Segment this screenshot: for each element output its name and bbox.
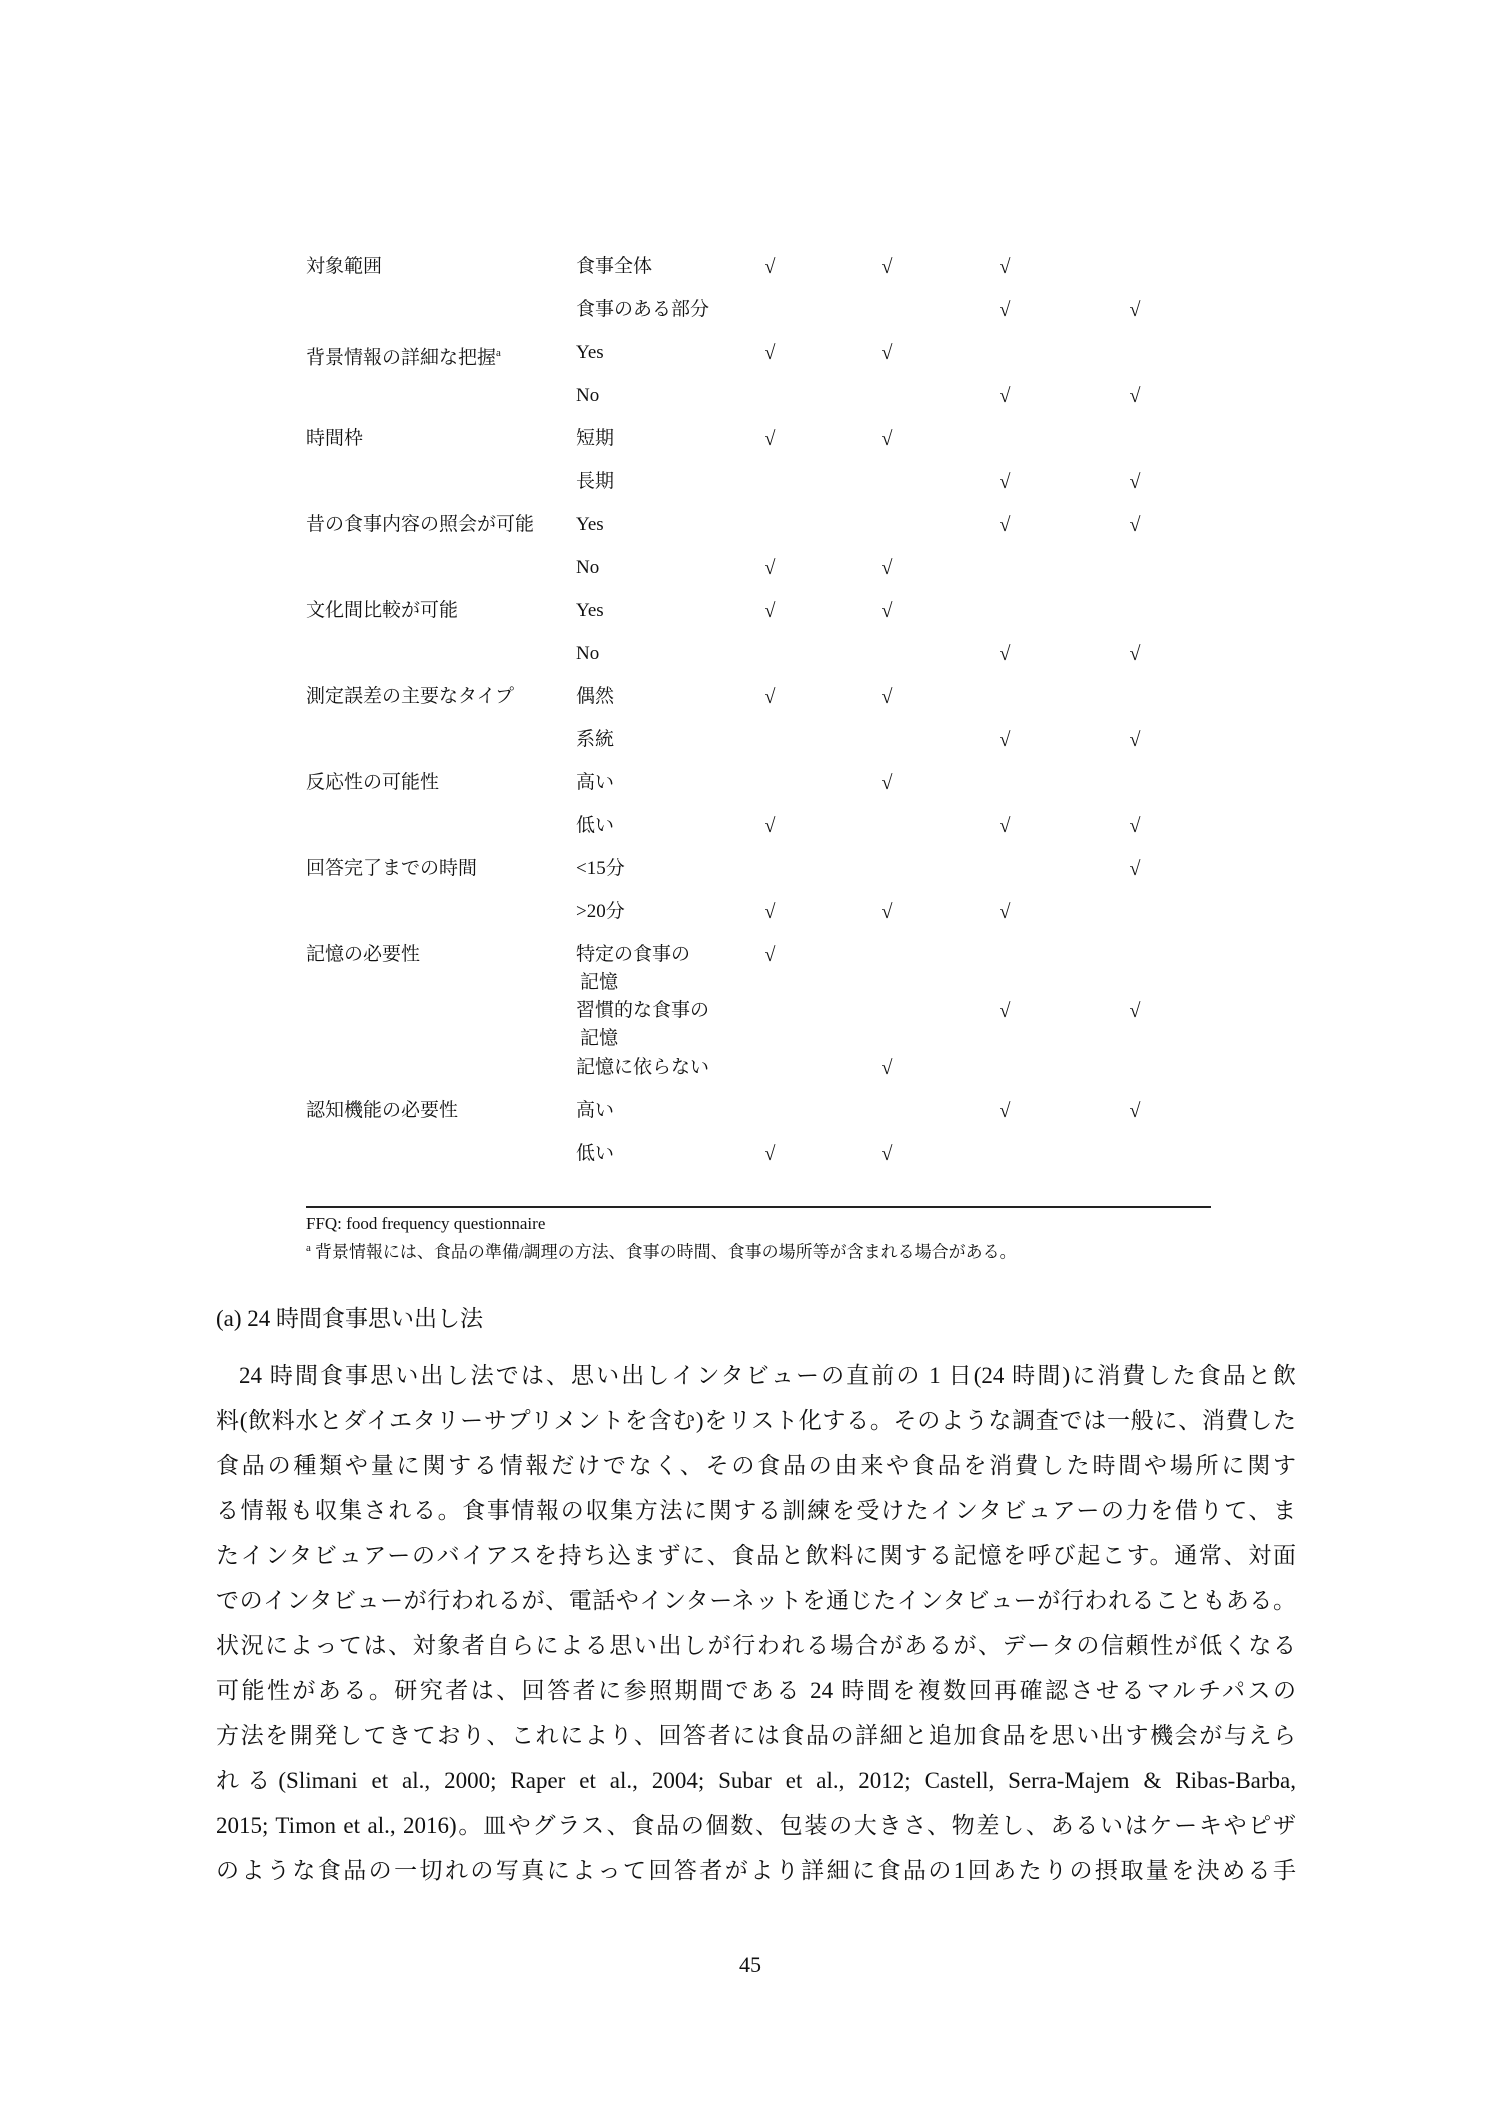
footnote-marker: a [306, 1242, 311, 1254]
footnote-marker: a [496, 347, 501, 359]
option-text: Yes [576, 342, 604, 363]
body-line: る情報も収集される。食事情報の収集方法に関する訓練を受けたインタビュアーの力を借りて、ま [216, 1498, 1296, 1523]
check-mark: √ [764, 815, 776, 837]
table-row-option [576, 339, 604, 367]
table-row-label [306, 511, 534, 539]
table-row-option [576, 941, 690, 997]
table-row-option [576, 1097, 614, 1125]
check-mark: √ [881, 256, 893, 278]
check-mark: √ [1129, 643, 1141, 665]
table-row-option [576, 425, 614, 453]
check-mark: √ [1129, 514, 1141, 536]
page-number: 45 [739, 1952, 761, 1977]
body-line: たインタビュアーのバイアスを持ち込まずに、食品と飲料に関する記憶を呼び起こす。通常、対面 [216, 1543, 1296, 1568]
option-text: 特定の食事の [576, 944, 691, 965]
table-row-label [306, 253, 382, 281]
check-mark: √ [764, 557, 776, 579]
table-row-label [306, 1097, 458, 1125]
option-text-line2: 記憶 [580, 1028, 619, 1049]
check-mark: √ [881, 428, 893, 450]
table-row-option [576, 382, 599, 410]
check-mark: √ [764, 686, 776, 708]
table-row-option [576, 812, 614, 840]
body-line: 可能性がある。研究者は、回答者に参照期間である 24 時間を複数回再確認させるマルチパスの [216, 1678, 1296, 1703]
table-row-label [306, 683, 514, 711]
body-line: れる(Slimani et al., 2000; Raper et al., 2004; Subar et al., 2012; Castell, Serra-Majem & Ribas-Barba, [216, 1768, 1296, 1793]
table-bottom-rule [306, 1206, 1211, 1208]
option-text: 長期 [576, 471, 615, 492]
row-label-text: 時間枠 [306, 428, 364, 449]
table-row-option [576, 597, 604, 625]
table-row-label [306, 941, 420, 969]
row-label-text: 反応性の可能性 [306, 772, 440, 793]
option-text: 低い [576, 815, 615, 836]
check-mark: √ [999, 299, 1011, 321]
row-label-text: 文化間比較が可能 [306, 600, 459, 621]
check-mark: √ [999, 643, 1011, 665]
check-mark: √ [1129, 858, 1141, 880]
table-row-option [576, 726, 614, 754]
check-mark: √ [1129, 729, 1141, 751]
option-text: 高い [576, 1100, 615, 1121]
check-mark: √ [764, 342, 776, 364]
check-mark: √ [764, 600, 776, 622]
body-line: でのインタビューが行われるが、電話やインターネットを通じたインタビューが行われることもある。 [216, 1588, 1296, 1613]
option-text: No [576, 557, 600, 578]
option-text: 記憶に依らない [576, 1057, 710, 1078]
table-row-option [576, 997, 709, 1053]
check-mark: √ [999, 256, 1011, 278]
table-row-label [306, 597, 458, 625]
check-mark: √ [881, 1143, 893, 1165]
option-text: 偶然 [576, 686, 615, 707]
table-row-option [576, 253, 652, 281]
row-label-text: 認知機能の必要性 [306, 1100, 459, 1121]
check-mark: √ [999, 901, 1011, 923]
body-line: 状況によっては、対象者自らによる思い出しが行われる場合があるが、データの信頼性が低くなる [216, 1633, 1296, 1658]
table-row-option [576, 855, 625, 883]
check-mark: √ [999, 815, 1011, 837]
table-row-label [306, 339, 501, 372]
row-label-text: 昔の食事内容の照会が可能 [306, 514, 535, 535]
table-row-label [306, 425, 363, 453]
table-row-option [576, 1140, 614, 1168]
table-row-option [576, 769, 614, 797]
check-mark: √ [881, 772, 893, 794]
check-mark: √ [881, 557, 893, 579]
footnote-text: 背景情報には、食品の準備/調理の方法、食事の時間、食事の場所等が含まれる場合がある。 [314, 1242, 1017, 1262]
check-mark: √ [1129, 1000, 1141, 1022]
check-mark: √ [999, 729, 1011, 751]
option-text: No [576, 643, 600, 664]
table-row-option [576, 468, 614, 496]
check-mark: √ [881, 342, 893, 364]
option-text: <15分 [576, 858, 625, 879]
footnote-a [306, 1237, 1017, 1264]
body-line: 食品の種類や量に関する情報だけでなく、その食品の由来や食品を消費した時間や場所に関す [216, 1453, 1296, 1478]
check-mark: √ [764, 256, 776, 278]
row-label-text: 記憶の必要性 [306, 944, 421, 965]
section-heading: (a) 24 時間食事思い出し法 [216, 1306, 484, 1331]
table-row-option [576, 1054, 709, 1082]
check-mark: √ [999, 1100, 1011, 1122]
table-row-label [306, 855, 477, 883]
option-text: Yes [576, 600, 604, 621]
check-mark: √ [1129, 815, 1141, 837]
table-row-option [576, 511, 604, 539]
option-text: 習慣的な食事の [576, 1000, 710, 1021]
table-row-option [576, 554, 599, 582]
check-mark: √ [764, 944, 776, 966]
body-line: 2015; Timon et al., 2016)。皿やグラス、食品の個数、包装の大きさ、物差し、あるいはケーキやピザ [216, 1813, 1296, 1838]
check-mark: √ [881, 901, 893, 923]
check-mark: √ [1129, 471, 1141, 493]
footnote-abbreviation: FFQ: food frequency questionnaire [306, 1214, 546, 1233]
check-mark: √ [1129, 385, 1141, 407]
option-text: No [576, 385, 600, 406]
body-line: のような食品の一切れの写真によって回答者がより詳細に食品の1回あたりの摂取量を決める手 [216, 1858, 1296, 1883]
option-text: 短期 [576, 428, 615, 449]
check-mark: √ [764, 1143, 776, 1165]
table-row-label [306, 769, 439, 797]
body-paragraph [216, 1353, 1296, 1893]
body-line: 方法を開発してきており、これにより、回答者には食品の詳細と追加食品を思い出す機会が与えら [216, 1723, 1297, 1748]
option-text: 食事のある部分 [576, 299, 710, 320]
check-mark: √ [764, 901, 776, 923]
body-line: 料(飲料水とダイエタリーサプリメントを含む)をリスト化する。そのような調査では一般に、消費した [216, 1408, 1296, 1433]
table-row-option [576, 640, 599, 668]
check-mark: √ [1129, 1100, 1141, 1122]
option-text: 系統 [576, 729, 615, 750]
option-text: 高い [576, 772, 615, 793]
check-mark: √ [764, 428, 776, 450]
option-text: >20分 [576, 901, 625, 922]
check-mark: √ [881, 686, 893, 708]
check-mark: √ [999, 385, 1011, 407]
body-line: 24 時間食事思い出し法では、思い出しインタビューの直前の 1 日(24 時間)に消費した食品と飲 [239, 1363, 1296, 1388]
check-mark: √ [1129, 299, 1141, 321]
row-label-text: 測定誤差の主要なタイプ [306, 686, 515, 707]
table-row-option [576, 296, 709, 324]
check-mark: √ [999, 514, 1011, 536]
option-text: Yes [576, 514, 604, 535]
table-row-option [576, 683, 614, 711]
row-label-text: 回答完了までの時間 [306, 858, 478, 879]
option-text: 低い [576, 1143, 615, 1164]
check-mark: √ [881, 1057, 893, 1079]
check-mark: √ [881, 600, 893, 622]
check-mark: √ [999, 1000, 1011, 1022]
row-label-text: 背景情報の詳細な把握 [306, 347, 497, 369]
option-text: 食事全体 [576, 256, 653, 277]
table-row-option [576, 898, 625, 926]
row-label-text: 対象範囲 [306, 256, 383, 277]
check-mark: √ [999, 471, 1011, 493]
option-text-line2: 記憶 [580, 972, 619, 993]
